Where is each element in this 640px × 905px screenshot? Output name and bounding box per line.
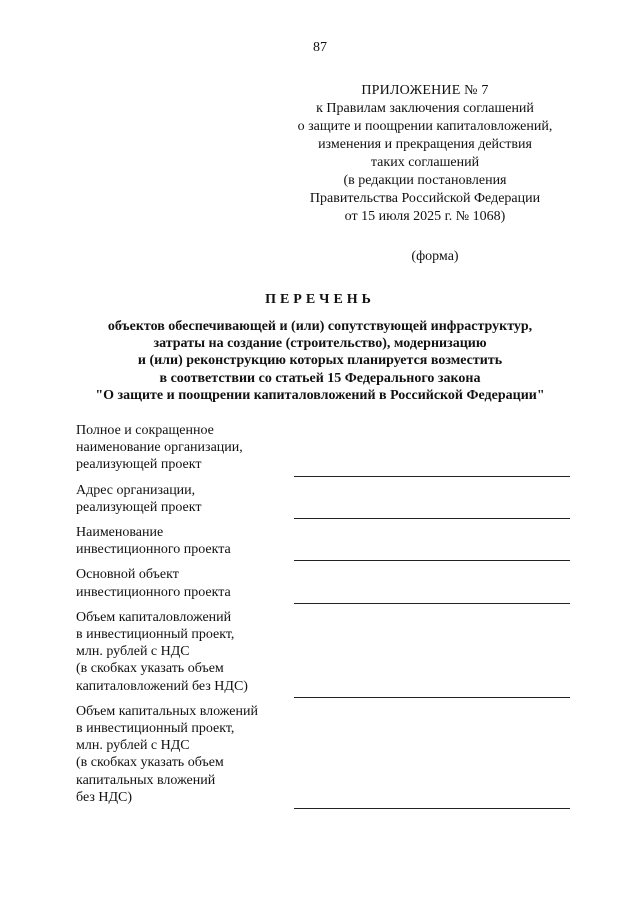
field-label (76, 566, 286, 600)
fill-in-line[interactable] (294, 560, 570, 561)
field-label-line: (в скобках указать объем (76, 661, 224, 677)
appendix-line: (в редакции постановления (343, 173, 507, 188)
field-label-line: капитальных вложений (76, 772, 216, 788)
field-label-line: реализующей проект (76, 457, 202, 473)
field-label (76, 703, 286, 806)
fill-in-line[interactable] (294, 476, 570, 477)
appendix-line: таких соглашений (370, 155, 480, 170)
field-label-line: Основной объект (76, 567, 179, 583)
subheading-line: затраты на создание (строительство), модернизацию (153, 336, 487, 352)
field-organization-address (76, 482, 572, 516)
field-investment-volume (76, 609, 572, 695)
field-organization-name (76, 422, 572, 474)
subheading-line: и (или) реконструкцию которых планируется возместить (137, 353, 503, 369)
field-capital-investment-volume (76, 703, 572, 806)
field-label-line: в инвестиционный проект, (76, 627, 235, 643)
field-label-line: инвестиционного проекта (76, 542, 231, 558)
appendix-line: к Правилам заключения соглашений (316, 101, 534, 116)
field-label-line: млн. рублей с НДС (76, 644, 190, 660)
appendix-line: Правительства Российской Федерации (309, 191, 541, 206)
fill-in-line[interactable] (294, 603, 570, 604)
fill-in-line[interactable] (294, 697, 570, 698)
field-label-line: без НДС) (76, 789, 133, 805)
page-number: 87 (313, 40, 327, 55)
field-label-line: млн. рублей с НДС (76, 738, 190, 754)
field-label-line: Объем капиталовложений (76, 609, 232, 625)
form-label: (форма) (411, 249, 459, 264)
field-label-line: Объем капитальных вложений (76, 703, 258, 719)
form-fields (76, 422, 572, 814)
field-label-line: Полное и сокращенное (76, 423, 214, 438)
document-heading: ПЕРЕЧЕНЬ (265, 292, 375, 307)
field-label-line: наименование организации, (76, 440, 243, 456)
field-label (76, 482, 286, 516)
field-label (76, 609, 286, 695)
appendix-title: ПРИЛОЖЕНИЕ № 7 (361, 83, 489, 98)
field-label-line: (в скобках указать объем (76, 755, 224, 771)
field-label (76, 422, 286, 474)
subheading-line: "О защите и поощрении капиталовложений в Российской Федерации" (95, 387, 545, 403)
appendix-line: изменения и прекращения действия (318, 137, 532, 152)
document-subheading (40, 318, 600, 404)
subheading-line: объектов обеспечивающей и (или) сопутствующей инфраструктур, (107, 319, 533, 334)
fill-in-line[interactable] (294, 808, 570, 809)
field-label-line: Адрес организации, (76, 482, 196, 498)
appendix-line: о защите и поощрении капиталовложений, (297, 119, 553, 134)
field-label-line: реализующей проект (76, 499, 202, 515)
field-label (76, 524, 286, 558)
subheading-line: в соответствии со статьей 15 Федерального закона (159, 370, 481, 386)
field-label-line: капиталовложений без НДС) (76, 678, 248, 694)
appendix-line: от 15 июля 2025 г. № 1068) (344, 209, 506, 224)
field-label-line: инвестиционного проекта (76, 584, 231, 600)
field-project-name (76, 524, 572, 558)
appendix-block (280, 82, 570, 226)
field-label-line: Наименование (76, 525, 164, 541)
fill-in-line[interactable] (294, 518, 570, 519)
field-label-line: в инвестиционный проект, (76, 721, 235, 737)
field-main-object (76, 566, 572, 600)
